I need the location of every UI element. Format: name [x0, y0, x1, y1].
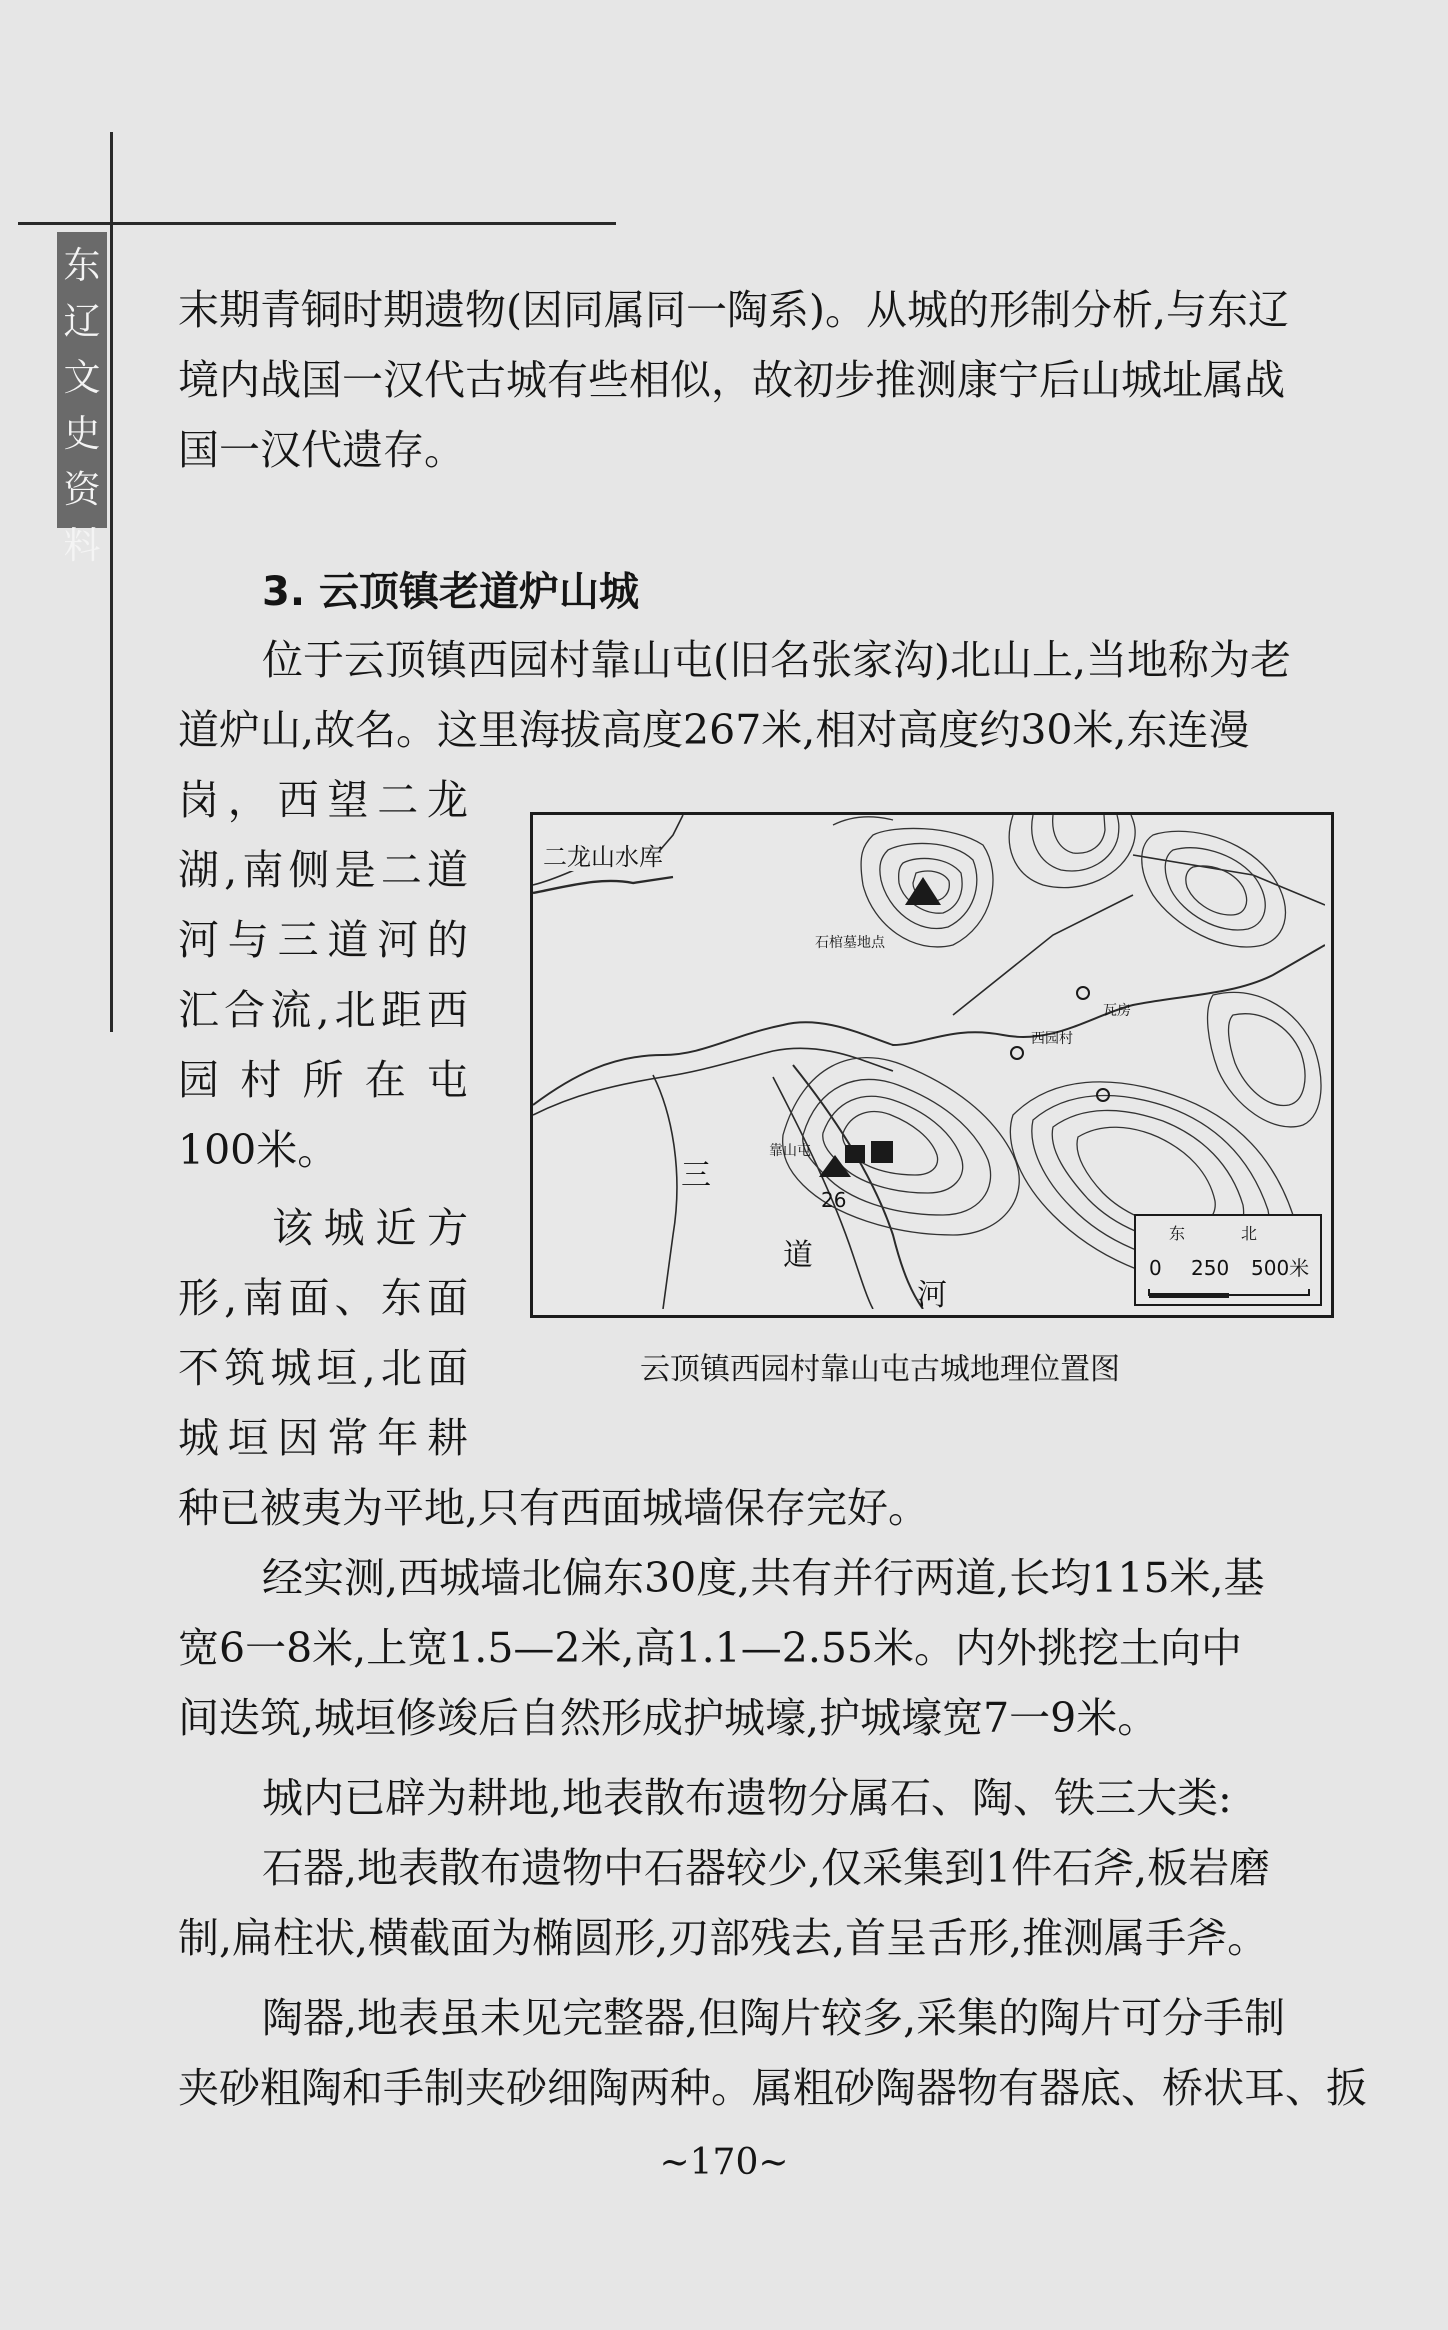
river-label: 三 [681, 1158, 711, 1193]
body-line: 制,扁柱状,横截面为椭圆形,刃部残去,首呈舌形,推测属手斧。 [178, 1914, 1269, 1962]
building-icon [871, 1141, 893, 1163]
body-line: 末期青铜时期遗物(因同属同一陶系)。从城的形制分析,与东辽 [178, 286, 1290, 334]
scale-box [1135, 1215, 1321, 1305]
series-tab-char: 史 [63, 412, 101, 455]
body-line: 境内战国一汉代古城有些相似，故初步推测康宁后山城址属战 [178, 356, 1285, 404]
compass-label: 北 [1241, 1224, 1258, 1243]
wrapped-line: 湖,南侧是二道 [178, 846, 468, 894]
wrapped-line: 园村所在屯 [178, 1056, 468, 1104]
body-line: 位于云顶镇西园村靠山屯(旧名张家沟)北山上,当地称为老 [262, 636, 1292, 684]
body-line: 种已被夷为平地,只有西面城墙保存完好。 [178, 1484, 930, 1532]
body-line: 国一汉代遗存。 [178, 426, 465, 474]
site-label: 靠山屯 [769, 1143, 811, 1159]
river-label: 河 [917, 1278, 947, 1309]
scale-label: 500米 [1251, 1256, 1310, 1280]
wrapped-line: 河与三道河的 [178, 916, 468, 964]
margin-rule-vertical [110, 132, 113, 1032]
building-icon [845, 1145, 865, 1163]
body-line: 夹砂粗陶和手制夹砂细陶两种。属粗砂陶器物有器底、桥状耳、扳 [178, 2064, 1367, 2112]
page-number: ~170~ [659, 2142, 789, 2183]
series-tab-char: 东 [63, 244, 101, 287]
header-rule [18, 222, 616, 225]
village-marker-icon [1011, 1047, 1023, 1059]
series-tab-char: 料 [63, 524, 101, 567]
body-line: 宽6一8米,上宽1.5—2米,高1.1—2.55米。内外挑挖土向中 [178, 1624, 1243, 1672]
village-marker-icon [1077, 987, 1089, 999]
series-tab-char: 辽 [63, 300, 101, 343]
wrapped-line: 形,南面、东面 [178, 1274, 468, 1322]
wrapped-line: 汇合流,北距西 [178, 986, 468, 1034]
wrapped-line: 100米。 [178, 1126, 339, 1174]
wrapped-line: 不筑城垣,北面 [178, 1344, 468, 1392]
body-line: 城内已辟为耕地,地表散布遗物分属石、陶、铁三大类: [262, 1774, 1232, 1822]
series-tab-char: 资 [63, 468, 101, 511]
scale-label: 0 [1149, 1256, 1162, 1280]
reservoir-label: 二龙山水库 [543, 843, 663, 871]
series-tab-char: 文 [63, 356, 101, 399]
height-label: 26 [821, 1188, 847, 1212]
river-label: 道 [783, 1238, 813, 1273]
body-line: 经实测,西城墙北偏东30度,共有并行两道,长均115米,基 [262, 1554, 1265, 1602]
location-map [530, 812, 1334, 1318]
site-marker-icon [905, 877, 941, 905]
section-heading: 3. 云顶镇老道炉山城 [262, 569, 639, 615]
compass-label: 东 [1169, 1224, 1186, 1243]
site-label: 石棺墓地点 [815, 935, 885, 951]
body-line: 陶器,地表虽未见完整器,但陶片较多,采集的陶片可分手制 [262, 1994, 1286, 2042]
village-label: 西园村 [1031, 1031, 1073, 1047]
wrapped-line: 岗，西望二龙 [178, 776, 468, 824]
scale-label: 250 [1191, 1256, 1230, 1280]
body-line: 石器,地表散布遗物中石器较少,仅采集到1件石斧,板岩磨 [262, 1844, 1271, 1892]
hamlet-label: 瓦房 [1103, 1003, 1131, 1019]
body-line: 间迭筑,城垣修竣后自然形成护城壕,护城壕宽7一9米。 [178, 1694, 1159, 1742]
scale-bar-segment [1149, 1293, 1229, 1298]
figure-caption: 云顶镇西园村靠山屯古城地理位置图 [640, 1352, 1120, 1387]
body-line: 道炉山,故名。这里海拔高度267米,相对高度约30米,东连漫 [178, 706, 1250, 754]
wrapped-line: 城垣因常年耕 [178, 1414, 468, 1462]
map-drawing [533, 815, 1325, 1309]
series-tab [57, 232, 107, 567]
wrapped-line: 该城近方 [272, 1204, 468, 1252]
